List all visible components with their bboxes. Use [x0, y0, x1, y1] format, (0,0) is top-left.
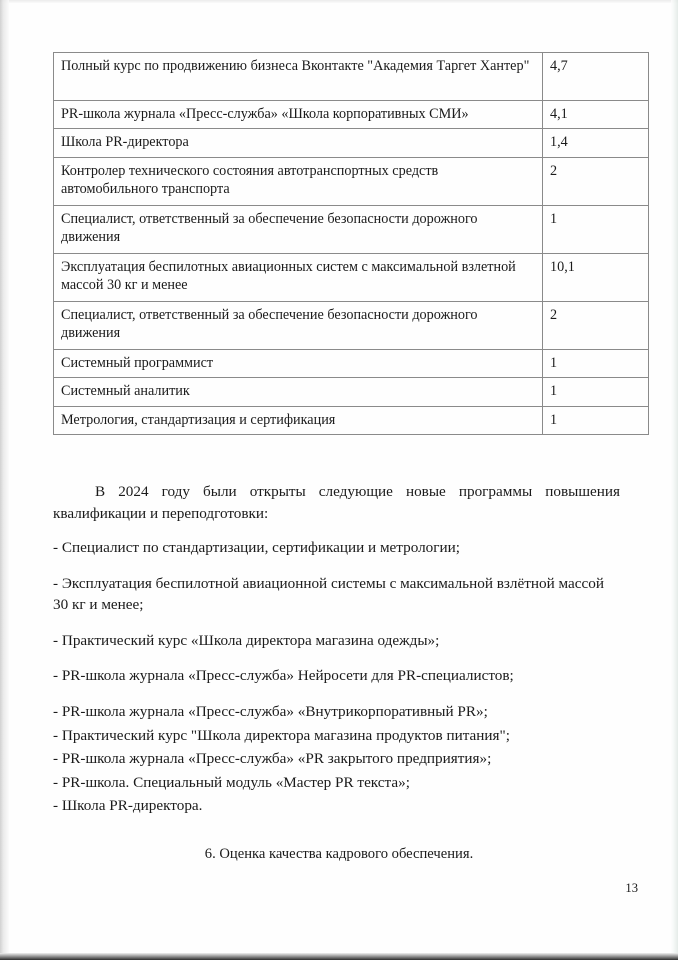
programs-table-body [54, 53, 649, 435]
program-name-cell: Эксплуатация беспилотных авиационных систем с максимальной взлетной массой 30 кг и менее [54, 253, 543, 301]
list-item: - PR-школа журнала «Пресс-служба» «Внутрикорпоративный PR»; [53, 703, 488, 721]
program-value-cell: 4,7 [543, 53, 649, 101]
scan-edge-left [0, 0, 9, 960]
scan-edge-top [0, 0, 678, 3]
table-row [54, 129, 649, 157]
table-row [54, 406, 649, 434]
program-list [53, 537, 620, 817]
list-item: - PR-школа журнала «Пресс-служба» Нейросети для PR-специалистов; [53, 667, 514, 685]
program-value-cell: 1,4 [543, 129, 649, 157]
table-row [54, 157, 649, 205]
list-item: - PR-школа. Специальный модуль «Мастер PR текста»; [53, 773, 410, 791]
program-name-cell: Контролер технического состояния автотранспортных средств автомобильного транспорта [54, 157, 543, 205]
list-item: - Практический курс "Школа директора магазина продуктов питания"; [53, 726, 510, 744]
table-row [54, 378, 649, 406]
program-name-cell: Системный программист [54, 349, 543, 377]
program-value-cell: 1 [543, 378, 649, 406]
program-name-cell: Специалист, ответственный за обеспечение безопасности дорожного движения [54, 205, 543, 253]
table-row [54, 53, 649, 101]
program-name-cell: Школа PR-директора [54, 129, 543, 157]
page-number: 13 [625, 881, 638, 895]
list-item: - Школа PR-директора. [53, 797, 203, 815]
programs-table [53, 52, 649, 435]
program-value-cell: 2 [543, 157, 649, 205]
program-value-cell: 2 [543, 301, 649, 349]
table-row [54, 349, 649, 377]
section-heading: 6. Оценка качества кадрового обеспечения. [204, 846, 474, 862]
body-text-block [53, 481, 620, 819]
table-row [54, 253, 649, 301]
program-value-cell: 1 [543, 205, 649, 253]
list-item: - Эксплуатация беспилотной авиационной системы с максимальной взлётной массой 30 кг и менее; [53, 574, 604, 614]
program-value-cell: 4,1 [543, 101, 649, 129]
table-row [54, 205, 649, 253]
program-value-cell: 1 [543, 406, 649, 434]
table-row [54, 301, 649, 349]
scan-edge-right [671, 0, 678, 960]
table-row [54, 101, 649, 129]
program-value-cell: 1 [543, 349, 649, 377]
scan-edge-bottom [0, 953, 678, 960]
program-name-cell: Системный аналитик [54, 378, 543, 406]
program-name-cell: PR-школа журнала «Пресс-служба» «Школа корпоративных СМИ» [54, 101, 543, 129]
program-value-cell: 10,1 [543, 253, 649, 301]
program-name-cell: Полный курс по продвижению бизнеса Вконтакте "Академия Таргет Хантер" [54, 53, 543, 101]
list-item: - Специалист по стандартизации, сертификации и метрологии; [53, 539, 460, 557]
program-name-cell: Метрология, стандартизация и сертификация [54, 406, 543, 434]
list-item: - PR-школа журнала «Пресс-служба» «PR закрытого предприятия»; [53, 750, 492, 768]
program-name-cell: Специалист, ответственный за обеспечение безопасности дорожного движения [54, 301, 543, 349]
intro-paragraph: В 2024 году были открыты следующие новые программы повышения квалификации и переподготовки: [53, 483, 620, 522]
list-item: - Практический курс «Школа директора магазина одежды»; [53, 631, 440, 649]
